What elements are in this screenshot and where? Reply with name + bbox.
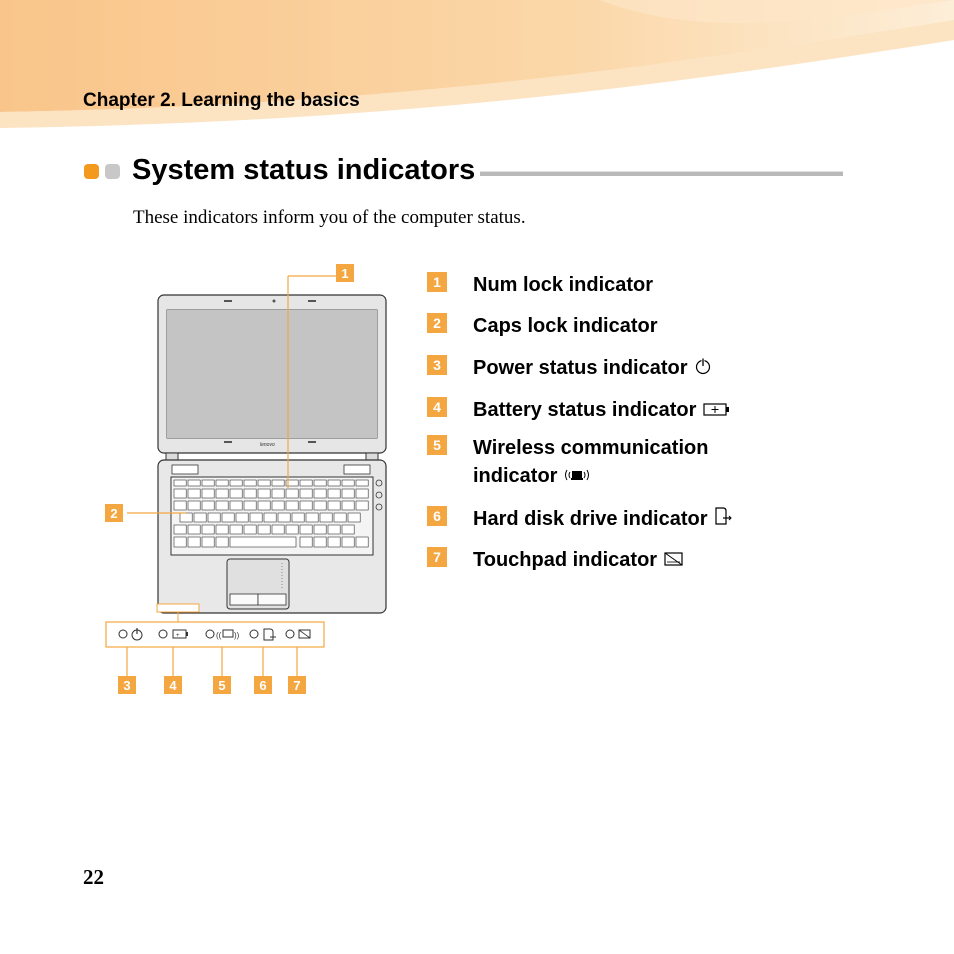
callout-5 — [213, 676, 231, 694]
laptop-lid — [158, 295, 386, 453]
svg-text:)): )) — [234, 631, 240, 640]
keyboard-key — [174, 501, 186, 510]
keyboard-key — [188, 537, 200, 547]
keyboard-key — [300, 480, 312, 486]
svg-text:4: 4 — [169, 678, 177, 693]
svg-text:5: 5 — [218, 678, 226, 693]
chapter-title: Chapter 2. Learning the basics — [83, 90, 360, 111]
intro-text: These indicators inform you of the computer status. — [133, 207, 526, 228]
legend-label: Caps lock indicator — [473, 315, 658, 337]
svg-text:2: 2 — [110, 506, 118, 521]
legend-item-num-lock — [427, 271, 653, 299]
keyboard-key — [194, 513, 206, 522]
legend-number: 6 — [427, 506, 447, 526]
legend-label: Touchpad indicator — [473, 546, 685, 575]
callout-4 — [164, 676, 182, 694]
keyboard-key — [278, 513, 290, 522]
touchpad-icon — [663, 547, 685, 575]
laptop-logo: lenovo — [260, 442, 275, 448]
keyboard-key — [202, 537, 214, 547]
legend-item-hard-disk — [427, 505, 734, 534]
keyboard-key — [216, 537, 228, 547]
keyboard-key — [314, 480, 326, 486]
keyboard-key — [342, 489, 354, 498]
keyboard-key — [258, 489, 270, 498]
legend-label: Wireless communication indicator — [473, 434, 753, 491]
callout-6 — [254, 676, 272, 694]
keyboard-key — [342, 480, 354, 486]
keyboard-key — [216, 525, 228, 534]
legend-label: Battery status indicator — [473, 396, 732, 425]
keyboard-key — [328, 501, 340, 510]
gray-square-icon — [105, 164, 120, 179]
keyboard-key — [230, 480, 242, 486]
keyboard-key — [258, 480, 270, 486]
svg-text:7: 7 — [293, 678, 301, 693]
keyboard-key — [216, 489, 228, 498]
keyboard-key — [180, 513, 192, 522]
svg-text:6: 6 — [259, 678, 267, 693]
keyboard-key — [300, 537, 312, 547]
legend-item-wireless — [427, 434, 753, 491]
section-title-row — [84, 154, 844, 194]
keyboard-key — [250, 513, 262, 522]
orange-square-icon — [84, 164, 99, 179]
keyboard-key — [208, 513, 220, 522]
keyboard-key — [356, 489, 368, 498]
wireless-icon — [563, 463, 591, 491]
keyboard-key — [306, 513, 318, 522]
keyboard-key — [258, 525, 270, 534]
legend-number: 5 — [427, 435, 447, 455]
keyboard-key — [356, 501, 368, 510]
keyboard-key — [174, 480, 186, 486]
page-number: 22 — [83, 865, 104, 889]
keyboard-key — [222, 513, 234, 522]
keyboard-key — [174, 489, 186, 498]
keyboard-key — [230, 537, 296, 547]
keyboard-key — [188, 489, 200, 498]
keyboard-key — [272, 525, 284, 534]
svg-text:1: 1 — [341, 266, 349, 281]
keyboard-key — [328, 489, 340, 498]
keyboard-key — [244, 480, 256, 486]
callout-3 — [118, 676, 136, 694]
legend-number: 2 — [427, 313, 447, 333]
callout-1 — [336, 264, 354, 282]
legend-item-battery-status — [427, 396, 732, 425]
keyboard-key — [300, 489, 312, 498]
keyboard-key — [230, 525, 242, 534]
keyboard-key — [334, 513, 346, 522]
keyboard-key — [314, 501, 326, 510]
legend-label: Hard disk drive indicator — [473, 505, 734, 534]
keyboard-key — [314, 525, 326, 534]
section-title: System status indicators — [132, 154, 476, 186]
keyboard-key — [202, 480, 214, 486]
keyboard-key — [328, 480, 340, 486]
keyboard-key — [342, 525, 354, 534]
keyboard-key — [286, 489, 298, 498]
keyboard-key — [188, 525, 200, 534]
keyboard-key — [328, 525, 340, 534]
keyboard-key — [244, 489, 256, 498]
legend-label: Num lock indicator — [473, 274, 654, 296]
keyboard-key — [314, 489, 326, 498]
keyboard-key — [258, 501, 270, 510]
legend-number: 3 — [427, 355, 447, 375]
hard-disk-icon — [714, 506, 734, 534]
battery-icon — [702, 397, 732, 425]
keyboard-key — [244, 525, 256, 534]
callout-7 — [288, 676, 306, 694]
keyboard-key — [272, 489, 284, 498]
keyboard-key — [236, 513, 248, 522]
legend-label: Power status indicator — [473, 354, 712, 383]
keyboard-key — [314, 537, 326, 547]
keyboard-key — [264, 513, 276, 522]
keyboard-key — [272, 501, 284, 510]
indicator-strip — [106, 622, 324, 647]
keyboard-key — [174, 537, 186, 547]
legend-number: 4 — [427, 397, 447, 417]
header-band — [0, 0, 954, 135]
legend-item-touchpad — [427, 546, 685, 575]
keyboard-key — [216, 501, 228, 510]
keyboard-key — [342, 537, 354, 547]
keyboard-key — [216, 480, 228, 486]
keyboard-key — [244, 501, 256, 510]
legend-item-power-status — [427, 354, 712, 383]
keyboard-key — [202, 501, 214, 510]
keyboard-key — [174, 525, 186, 534]
keyboard-key — [300, 501, 312, 510]
laptop-base — [157, 460, 386, 613]
keyboard-key — [230, 489, 242, 498]
keyboard-key — [188, 480, 200, 486]
callout-2 — [105, 504, 123, 522]
keyboard-key — [202, 525, 214, 534]
keyboard-key — [272, 480, 284, 486]
keyboard-key — [348, 513, 360, 522]
legend-number: 7 — [427, 547, 447, 567]
laptop-diagram — [100, 255, 400, 705]
svg-text:((: (( — [216, 631, 222, 640]
title-rule — [480, 171, 843, 176]
keyboard-key — [188, 501, 200, 510]
power-icon — [694, 355, 712, 383]
keyboard-key — [320, 513, 332, 522]
keyboard-key — [292, 513, 304, 522]
legend-number: 1 — [427, 272, 447, 292]
keyboard-key — [300, 525, 312, 534]
svg-text:3: 3 — [123, 678, 131, 693]
keyboard-key — [286, 525, 298, 534]
keyboard-key — [202, 489, 214, 498]
keyboard-key — [342, 501, 354, 510]
keyboard-key — [328, 537, 340, 547]
keyboard-key — [286, 501, 298, 510]
keyboard-key — [356, 537, 368, 547]
keyboard-key — [356, 480, 368, 486]
keyboard-key — [230, 501, 242, 510]
svg-text:+: + — [176, 633, 180, 639]
legend-item-caps-lock — [427, 312, 658, 340]
